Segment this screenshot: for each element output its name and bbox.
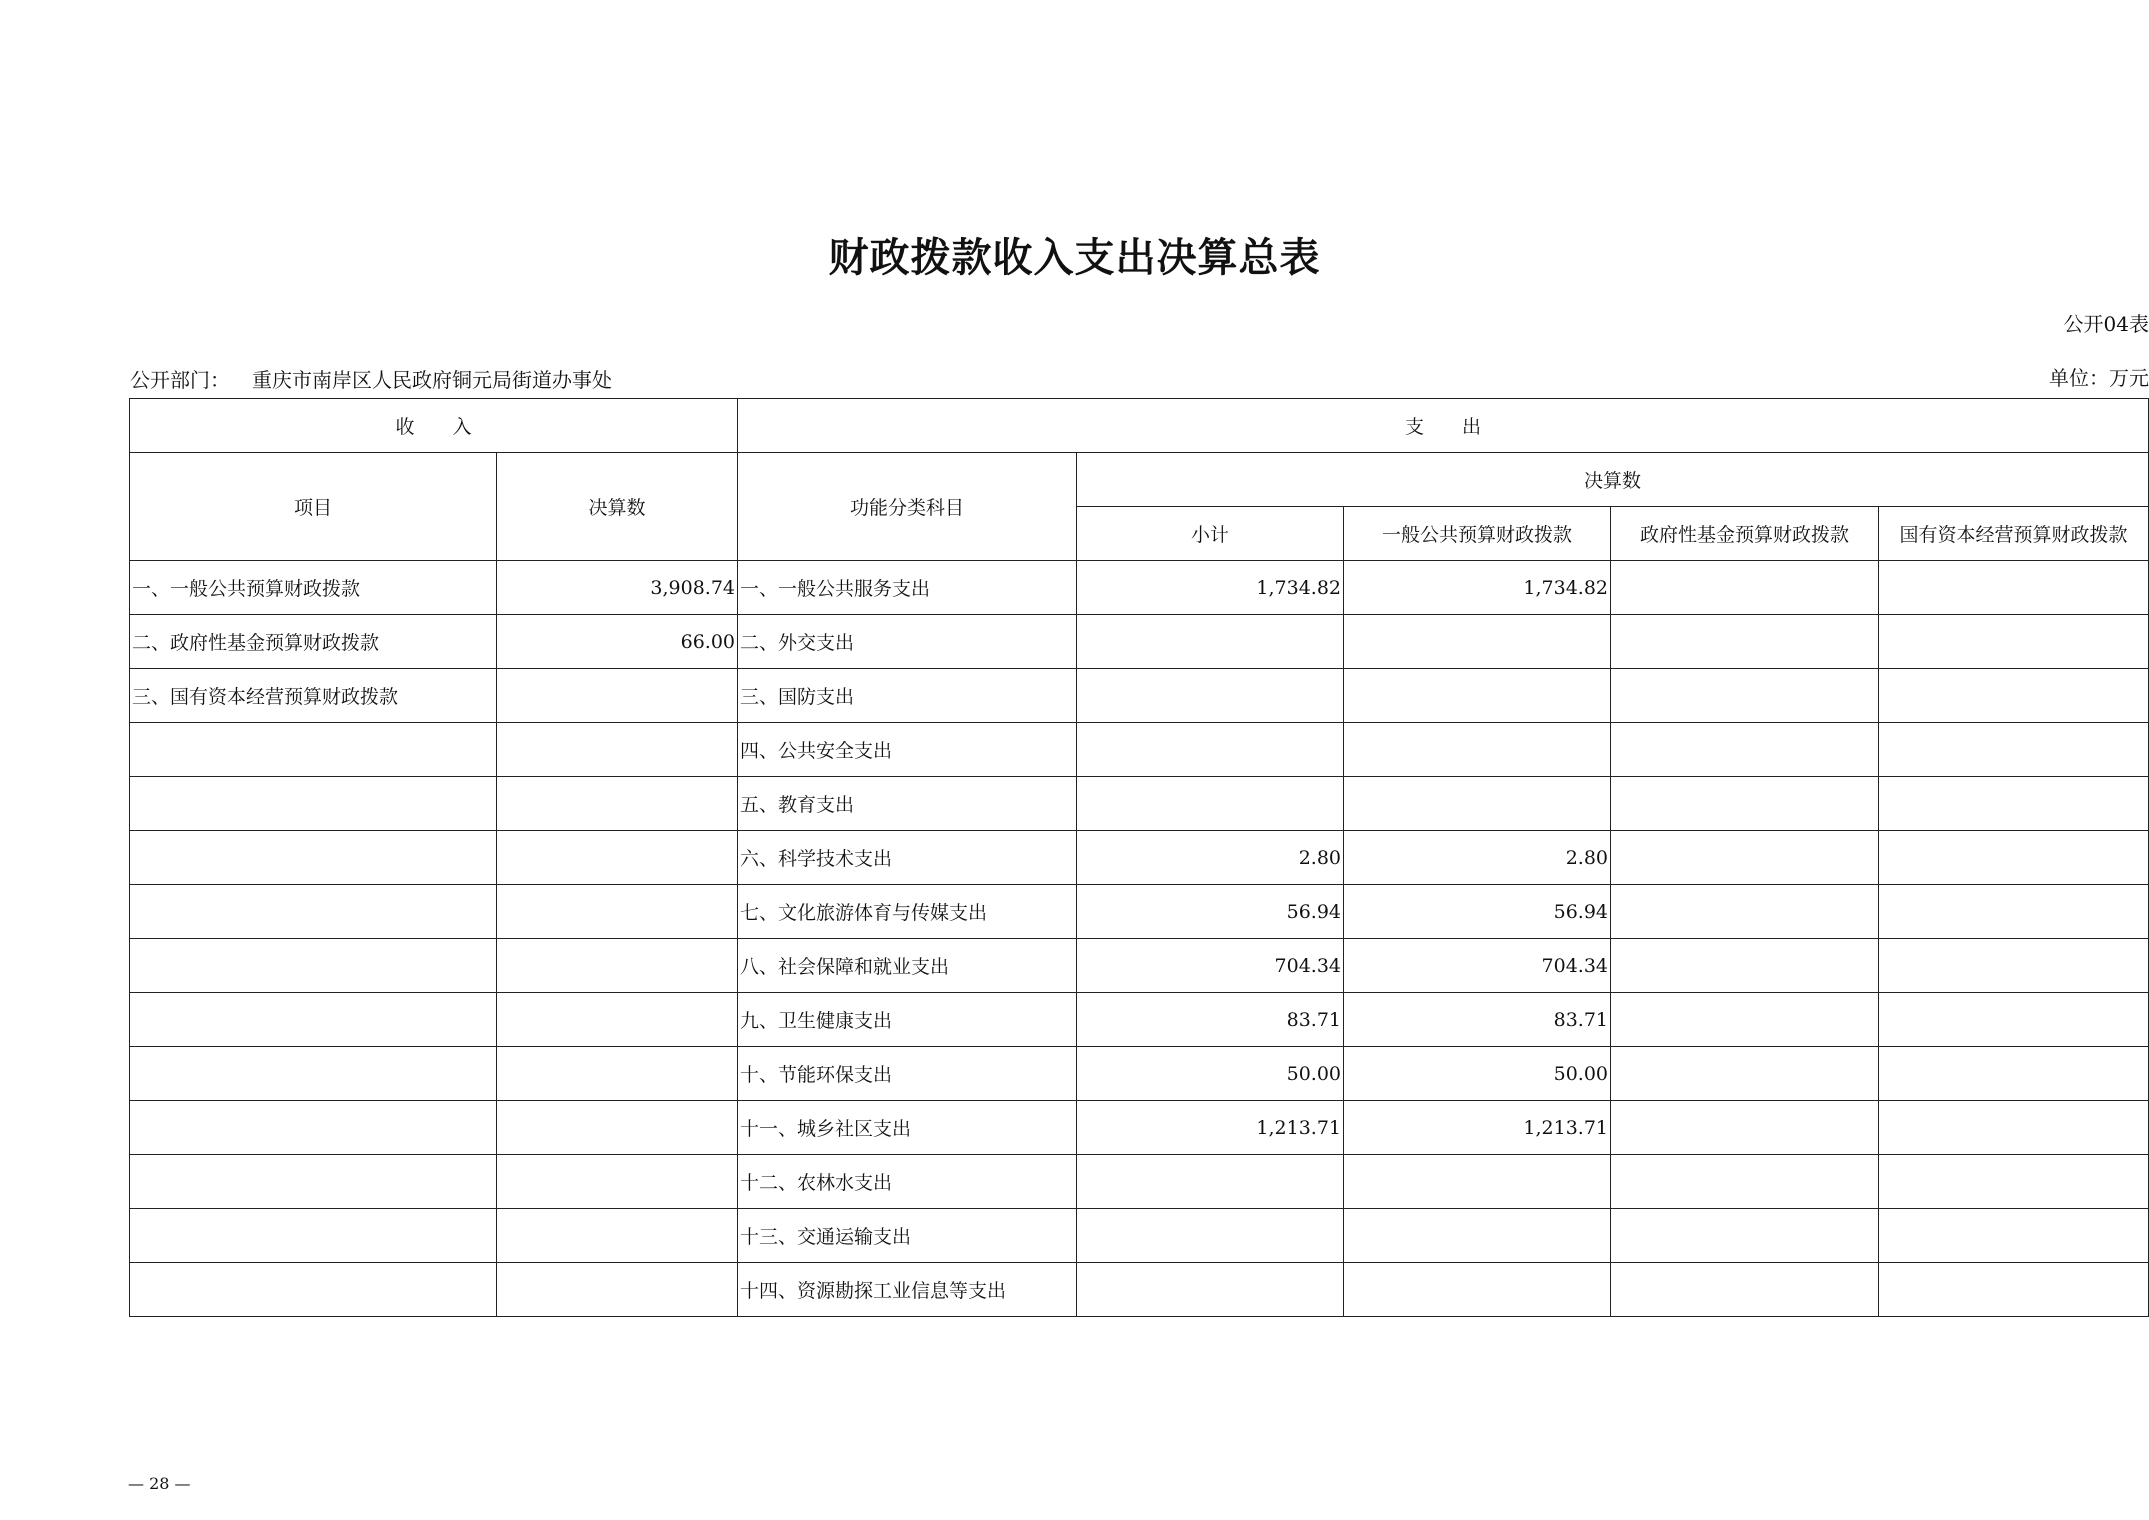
expense-item-cell: 十二、农林水支出: [738, 1155, 1077, 1209]
state-capital-cell: [1879, 831, 2149, 885]
income-item-cell: [130, 1209, 497, 1263]
subtotal-cell: 704.34: [1077, 939, 1344, 993]
general-budget-cell: [1344, 1155, 1611, 1209]
table-row: [130, 1155, 2149, 1209]
state-capital-cell: [1879, 777, 2149, 831]
subtotal-cell: 56.94: [1077, 885, 1344, 939]
gov-fund-cell: [1611, 1209, 1879, 1263]
column-header-subtotal: 小计: [1077, 507, 1344, 561]
general-budget-cell: [1344, 1209, 1611, 1263]
income-amount-cell: [497, 1209, 738, 1263]
budget-table: [129, 398, 2149, 1317]
state-capital-cell: [1879, 993, 2149, 1047]
subtotal-cell: 83.71: [1077, 993, 1344, 1047]
column-header-fund: 政府性基金预算财政拨款: [1611, 507, 1879, 561]
table-row: [130, 1101, 2149, 1155]
subtotal-cell: [1077, 615, 1344, 669]
table-row: [130, 723, 2149, 777]
form-number: 公开04表: [2063, 312, 2149, 336]
gov-fund-cell: [1611, 1155, 1879, 1209]
subtotal-cell: 50.00: [1077, 1047, 1344, 1101]
general-budget-cell: 56.94: [1344, 885, 1611, 939]
income-header: 收 入: [130, 399, 738, 453]
general-budget-cell: [1344, 669, 1611, 723]
general-budget-cell: 704.34: [1344, 939, 1611, 993]
expense-item-cell: 三、国防支出: [738, 669, 1077, 723]
column-header-final-group: 决算数: [1077, 453, 2149, 507]
expense-item-cell: 四、公共安全支出: [738, 723, 1077, 777]
subtotal-cell: [1077, 1263, 1344, 1317]
subtotal-cell: [1077, 777, 1344, 831]
gov-fund-cell: [1611, 561, 1879, 615]
state-capital-cell: [1879, 615, 2149, 669]
general-budget-cell: [1344, 615, 1611, 669]
gov-fund-cell: [1611, 723, 1879, 777]
income-item-cell: 二、政府性基金预算财政拨款: [130, 615, 497, 669]
expense-item-cell: 七、文化旅游体育与传媒支出: [738, 885, 1077, 939]
expense-item-cell: 十一、城乡社区支出: [738, 1101, 1077, 1155]
expense-header: 支 出: [738, 399, 2149, 453]
state-capital-cell: [1879, 561, 2149, 615]
income-amount-cell: [497, 777, 738, 831]
income-item-cell: [130, 1101, 497, 1155]
table-row: [130, 993, 2149, 1047]
income-amount-cell: [497, 831, 738, 885]
gov-fund-cell: [1611, 885, 1879, 939]
income-amount-cell: 66.00: [497, 615, 738, 669]
column-header-amount: 决算数: [497, 453, 738, 561]
general-budget-cell: 2.80: [1344, 831, 1611, 885]
table-row: [130, 885, 2149, 939]
table-row: [130, 1263, 2149, 1317]
department-name: 重庆市南岸区人民政府铜元局街道办事处: [252, 368, 612, 392]
gov-fund-cell: [1611, 669, 1879, 723]
general-budget-cell: 83.71: [1344, 993, 1611, 1047]
expense-item-cell: 十、节能环保支出: [738, 1047, 1077, 1101]
income-item-cell: [130, 723, 497, 777]
income-item-cell: [130, 993, 497, 1047]
state-capital-cell: [1879, 1101, 2149, 1155]
page-number: — 28 —: [128, 1474, 191, 1493]
gov-fund-cell: [1611, 831, 1879, 885]
state-capital-cell: [1879, 1155, 2149, 1209]
income-amount-cell: [497, 723, 738, 777]
table-row: [130, 669, 2149, 723]
income-item-cell: [130, 939, 497, 993]
income-amount-cell: [497, 993, 738, 1047]
income-amount-cell: [497, 1263, 738, 1317]
income-item-cell: [130, 777, 497, 831]
general-budget-cell: [1344, 1263, 1611, 1317]
subtotal-cell: 1,213.71: [1077, 1101, 1344, 1155]
general-budget-cell: [1344, 723, 1611, 777]
column-header-function: 功能分类科目: [738, 453, 1077, 561]
expense-item-cell: 五、教育支出: [738, 777, 1077, 831]
income-amount-cell: [497, 1155, 738, 1209]
income-item-cell: 一、一般公共预算财政拨款: [130, 561, 497, 615]
table-row: [130, 1209, 2149, 1263]
state-capital-cell: [1879, 669, 2149, 723]
state-capital-cell: [1879, 1263, 2149, 1317]
income-item-cell: [130, 885, 497, 939]
general-budget-cell: [1344, 777, 1611, 831]
table-row: [130, 561, 2149, 615]
state-capital-cell: [1879, 723, 2149, 777]
gov-fund-cell: [1611, 939, 1879, 993]
gov-fund-cell: [1611, 1047, 1879, 1101]
table-row: [130, 831, 2149, 885]
income-item-cell: 三、国有资本经营预算财政拨款: [130, 669, 497, 723]
expense-item-cell: 十四、资源勘探工业信息等支出: [738, 1263, 1077, 1317]
column-header-general: 一般公共预算财政拨款: [1344, 507, 1611, 561]
gov-fund-cell: [1611, 1101, 1879, 1155]
column-header-state: 国有资本经营预算财政拨款: [1879, 507, 2149, 561]
expense-item-cell: 八、社会保障和就业支出: [738, 939, 1077, 993]
income-item-cell: [130, 831, 497, 885]
subtotal-cell: [1077, 1155, 1344, 1209]
expense-item-cell: 二、外交支出: [738, 615, 1077, 669]
expense-item-cell: 一、一般公共服务支出: [738, 561, 1077, 615]
state-capital-cell: [1879, 1047, 2149, 1101]
department-label: 公开部门：: [130, 368, 230, 392]
expense-item-cell: 六、科学技术支出: [738, 831, 1077, 885]
general-budget-cell: 1,213.71: [1344, 1101, 1611, 1155]
income-amount-cell: 3,908.74: [497, 561, 738, 615]
income-amount-cell: [497, 1047, 738, 1101]
gov-fund-cell: [1611, 615, 1879, 669]
expense-item-cell: 九、卫生健康支出: [738, 993, 1077, 1047]
income-amount-cell: [497, 669, 738, 723]
expense-item-cell: 十三、交通运输支出: [738, 1209, 1077, 1263]
subtotal-cell: [1077, 723, 1344, 777]
income-amount-cell: [497, 885, 738, 939]
table-row: [130, 1047, 2149, 1101]
state-capital-cell: [1879, 885, 2149, 939]
table-row: [130, 615, 2149, 669]
state-capital-cell: [1879, 939, 2149, 993]
gov-fund-cell: [1611, 777, 1879, 831]
department-line: [130, 364, 612, 393]
income-amount-cell: [497, 939, 738, 993]
table-row: [130, 777, 2149, 831]
income-item-cell: [130, 1263, 497, 1317]
table-row: [130, 939, 2149, 993]
unit-label: 单位：万元: [2049, 366, 2149, 390]
column-header-item: 项目: [130, 453, 497, 561]
subtotal-cell: [1077, 669, 1344, 723]
page-title: 财政拨款收入支出决算总表: [828, 234, 1321, 281]
general-budget-cell: 1,734.82: [1344, 561, 1611, 615]
income-item-cell: [130, 1155, 497, 1209]
income-item-cell: [130, 1047, 497, 1101]
state-capital-cell: [1879, 1209, 2149, 1263]
subtotal-cell: 2.80: [1077, 831, 1344, 885]
subtotal-cell: 1,734.82: [1077, 561, 1344, 615]
income-amount-cell: [497, 1101, 738, 1155]
gov-fund-cell: [1611, 1263, 1879, 1317]
subtotal-cell: [1077, 1209, 1344, 1263]
general-budget-cell: 50.00: [1344, 1047, 1611, 1101]
gov-fund-cell: [1611, 993, 1879, 1047]
